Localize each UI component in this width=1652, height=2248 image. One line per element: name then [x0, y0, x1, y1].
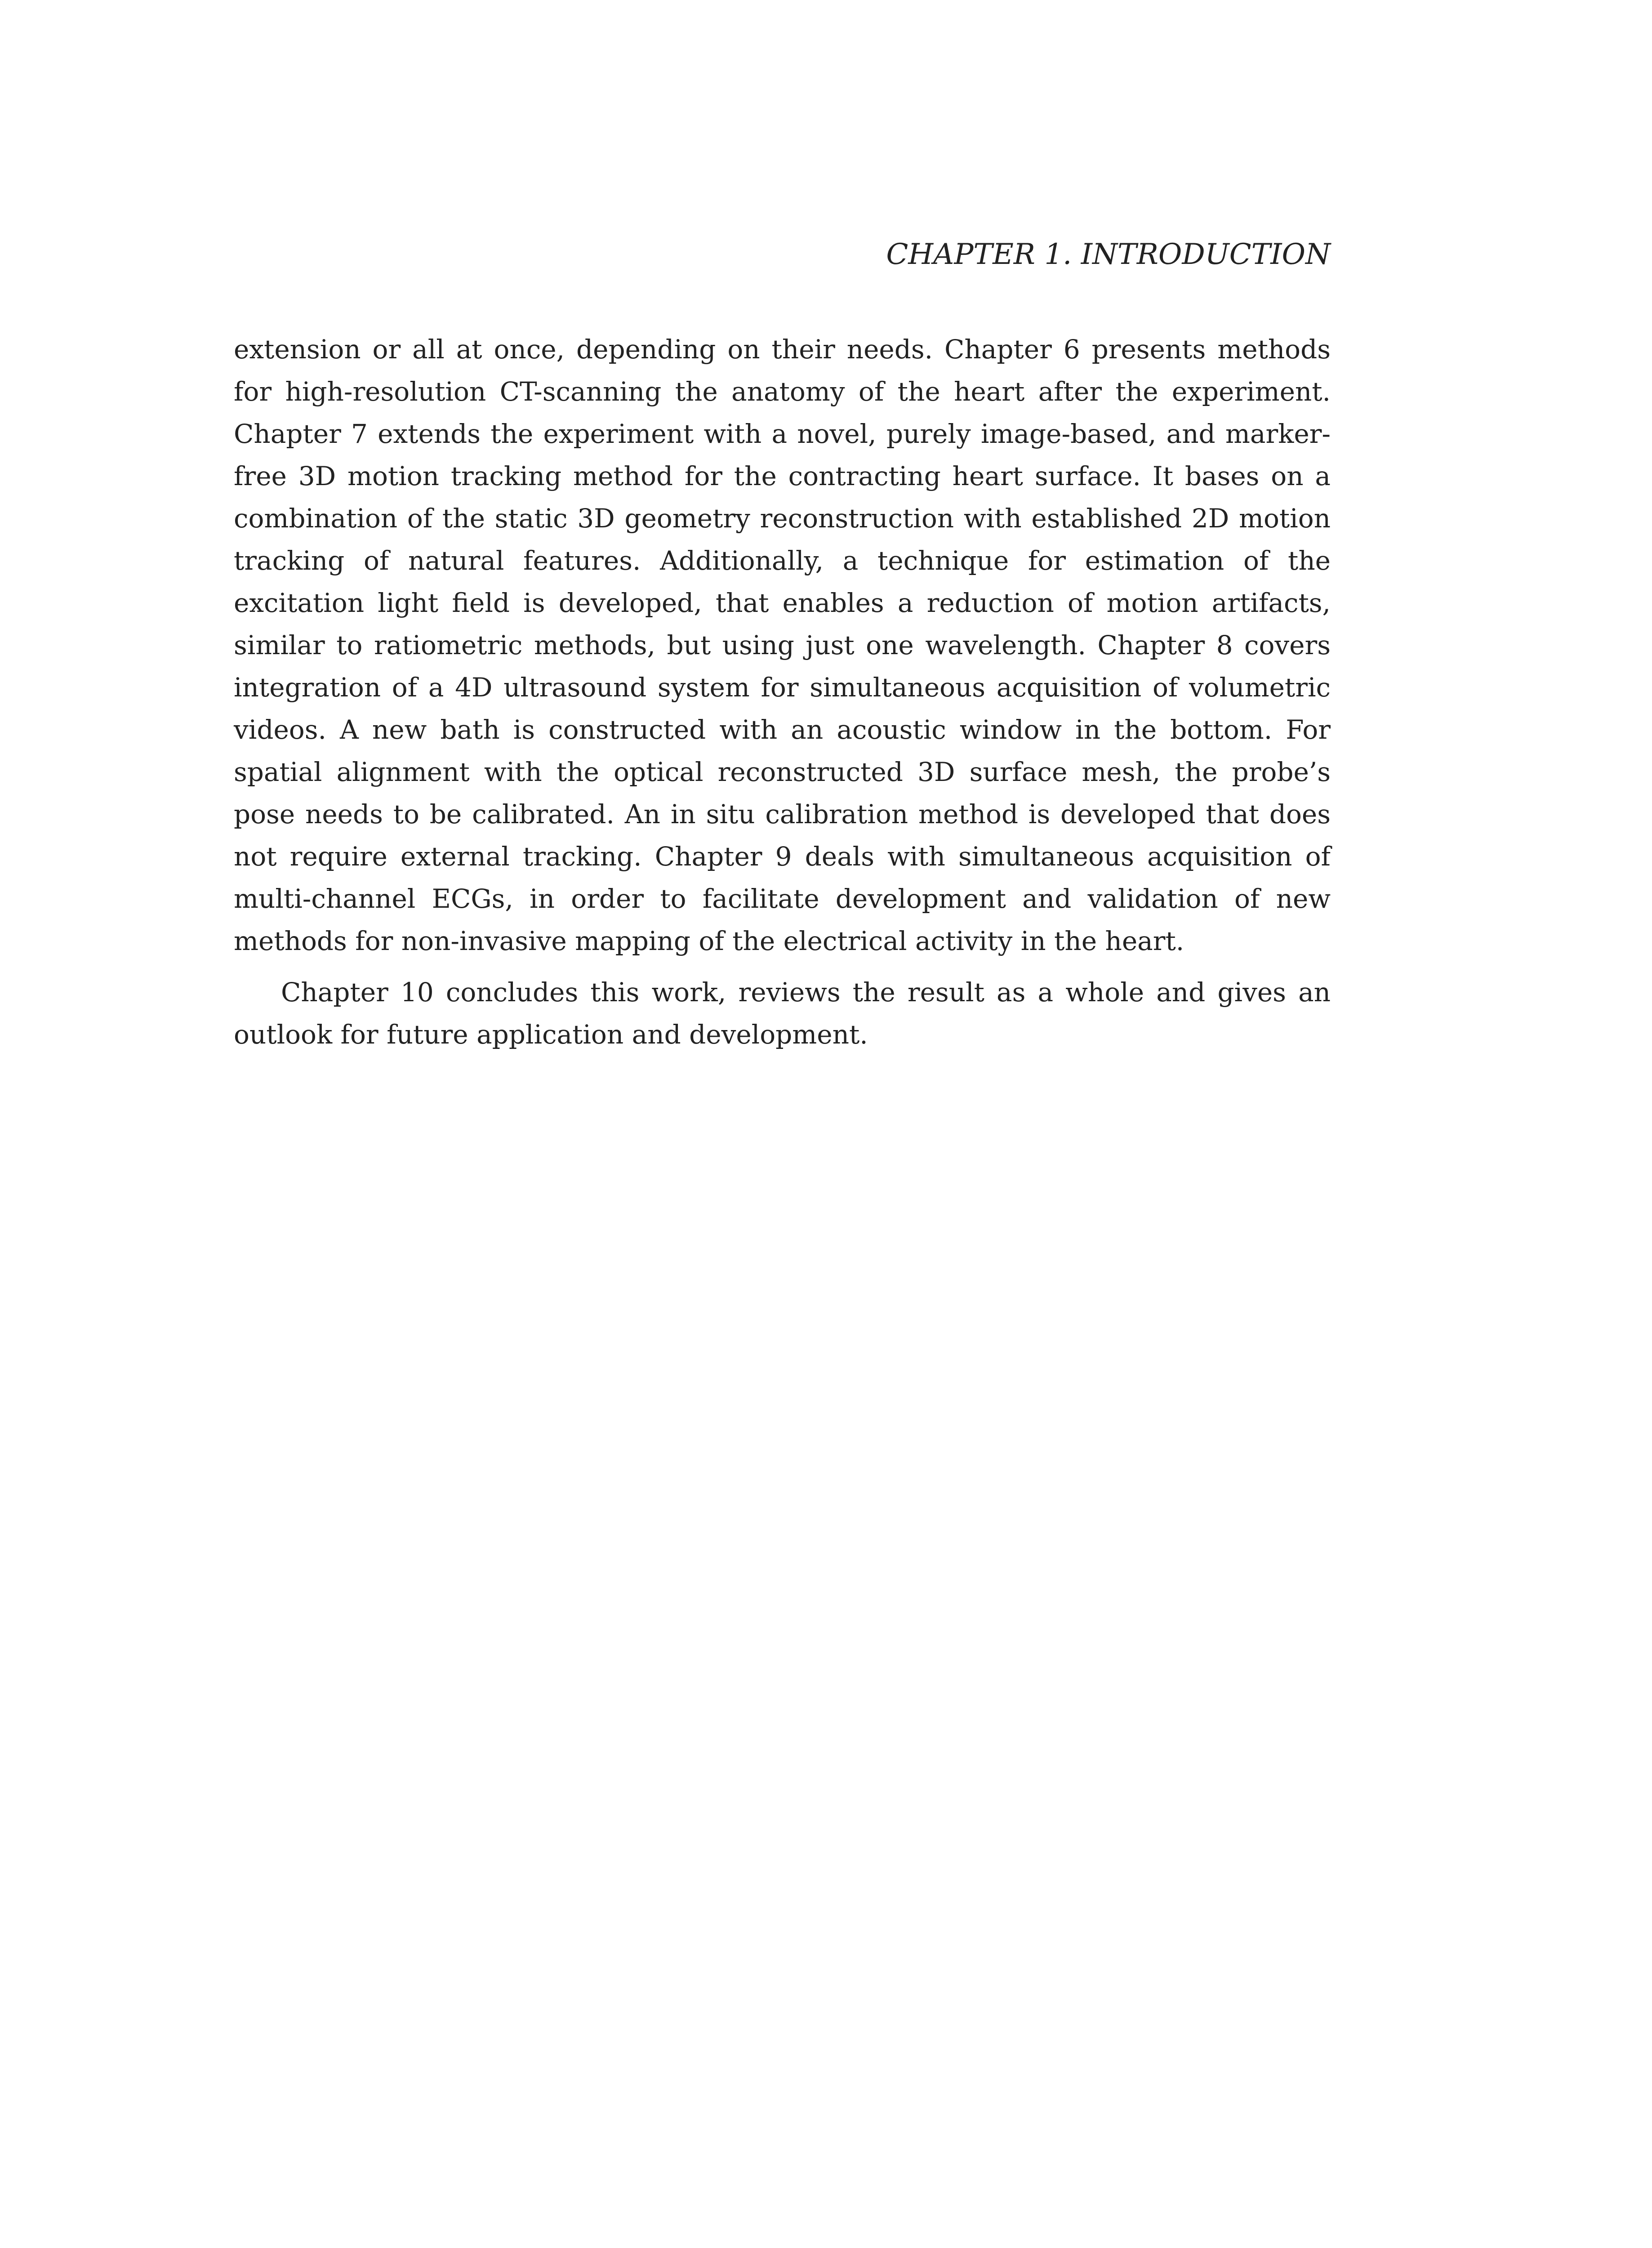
paragraph: extension or all at once, depending on their needs. Chapter 6 presents methods for high-resolution CT-scanning the anatomy of the heart after the experiment. Chapter 7 extends the experiment with a novel, purely image-based, and marker-free 3D motion tracking method for the contracting heart surface. It bases on a combination of the static 3D geometry reconstruction with established 2D motion tracking of natural features. Additionally, a technique for estimation of the excitation light field is developed, that enables a reduction of motion artifacts, similar to ratiometric methods, but using just one wavelength. Chapter 8 covers integration of a 4D ultrasound system for simultaneous acquisition of volumetric videos. A new bath is constructed with an acoustic window in the bottom. For spatial alignment with the optical reconstructed 3D surface mesh, the probe’s pose needs to be calibrated. An in situ calibration method is developed that does not require external tracking. Chapter 9 deals with simultaneous acquisition of multi-channel ECGs, in order to facilitate development and validation of new methods for non-invasive mapping of the electrical activity in the heart. — [234, 334, 1331, 956]
running-header: CHAPTER 1. INTRODUCTION — [886, 238, 1331, 271]
body-text — [234, 328, 1331, 1056]
paragraph: Chapter 10 concludes this work, reviews the result as a whole and gives an outlook for future application and development. — [234, 977, 1331, 1050]
